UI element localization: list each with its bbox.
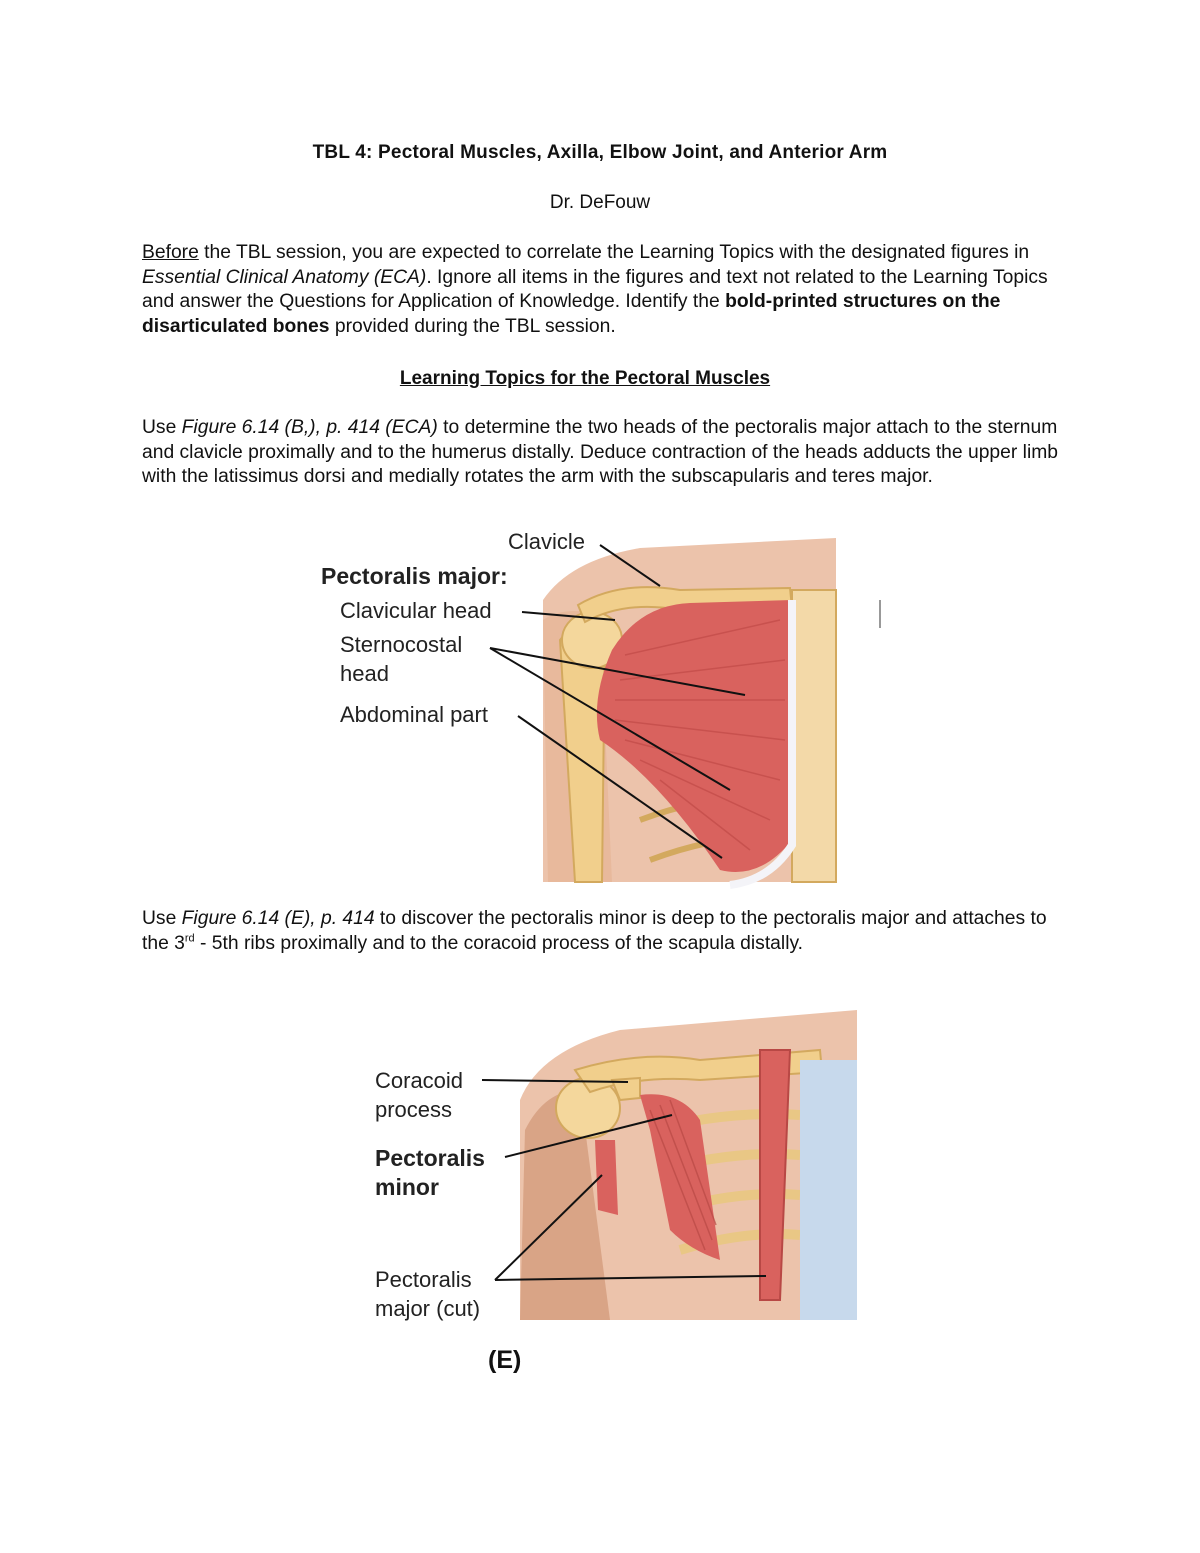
label-coracoid: Coracoid <box>375 1068 464 1093</box>
figure-e-letter: (E) <box>488 1346 522 1374</box>
label-abdominal-part: Abdominal part <box>340 702 488 727</box>
figure-e-pectoralis-minor <box>360 1005 865 1330</box>
author: Dr. DeFouw <box>549 192 651 213</box>
label-clavicle: Clavicle <box>508 529 586 554</box>
intro-text-2: . Ignore all items in the figures and text not related to the Learning Topics and answer the Questions for Application of Knowledge. Identify the <box>142 266 1048 313</box>
paragraph-1 <box>142 416 1067 490</box>
intro-paragraph <box>142 241 1067 339</box>
label-process: process <box>375 1097 453 1122</box>
p2-use: Use <box>142 908 182 929</box>
p1-figure-ref: Figure 6.14 (B,), p. 414 (ECA) <box>181 417 438 438</box>
section-heading: Learning Topics for the Pectoral Muscles <box>399 368 771 389</box>
label-pectoralis-major-cut-2: major (cut) <box>375 1296 481 1321</box>
label-pectoralis-minor-1: Pectoralis <box>375 1145 485 1171</box>
p1-use: Use <box>142 417 182 438</box>
intro-text-1: the TBL session, you are expected to correlate the Learning Topics with the designated figures in <box>198 242 1030 263</box>
intro-text-3: provided during the TBL session. <box>329 315 616 337</box>
p2-text-1: to discover the pectoralis minor is deep to the pectoralis major and attaches to the 3 <box>142 908 1047 954</box>
label-pectoralis-major: Pectoralis major: <box>321 563 508 589</box>
p2-sup: rd <box>184 932 195 945</box>
sternum <box>792 590 836 882</box>
label-sternocostal: Sternocostal <box>340 632 463 657</box>
book-title: Essential Clinical Anatomy (ECA) <box>142 266 427 288</box>
figure-b-pectoralis-major <box>310 520 890 890</box>
p1-text: to determine the two heads of the pectoralis major attach to the sternum and clavicle proximally and to the humerus distally. Deduce contraction of the heads adducts the upper limb with the latissimus dorsi and medially rotates the arm with the subscapularis and teres major. <box>142 417 1059 488</box>
document-title: TBL 4: Pectoral Muscles, Axilla, Elbow Joint, and Anterior Arm <box>312 142 888 163</box>
intro-bold: bold-printed structures on the disarticulated bones <box>142 291 1001 337</box>
before-emphasis: Before <box>142 242 199 263</box>
label-clavicular-head: Clavicular head <box>340 598 492 623</box>
paragraph-2 <box>142 907 1067 956</box>
label-pectoralis-major-cut-1: Pectoralis <box>375 1267 472 1292</box>
p2-figure-ref: Figure 6.14 (E), p. 414 <box>181 908 375 929</box>
p2-text-2: - 5th ribs proximally and to the coracoid process of the scapula distally. <box>194 932 804 954</box>
label-pectoralis-minor-2: minor <box>375 1174 439 1200</box>
sternum-region <box>800 1060 857 1320</box>
label-sternocostal-head: head <box>340 661 389 686</box>
